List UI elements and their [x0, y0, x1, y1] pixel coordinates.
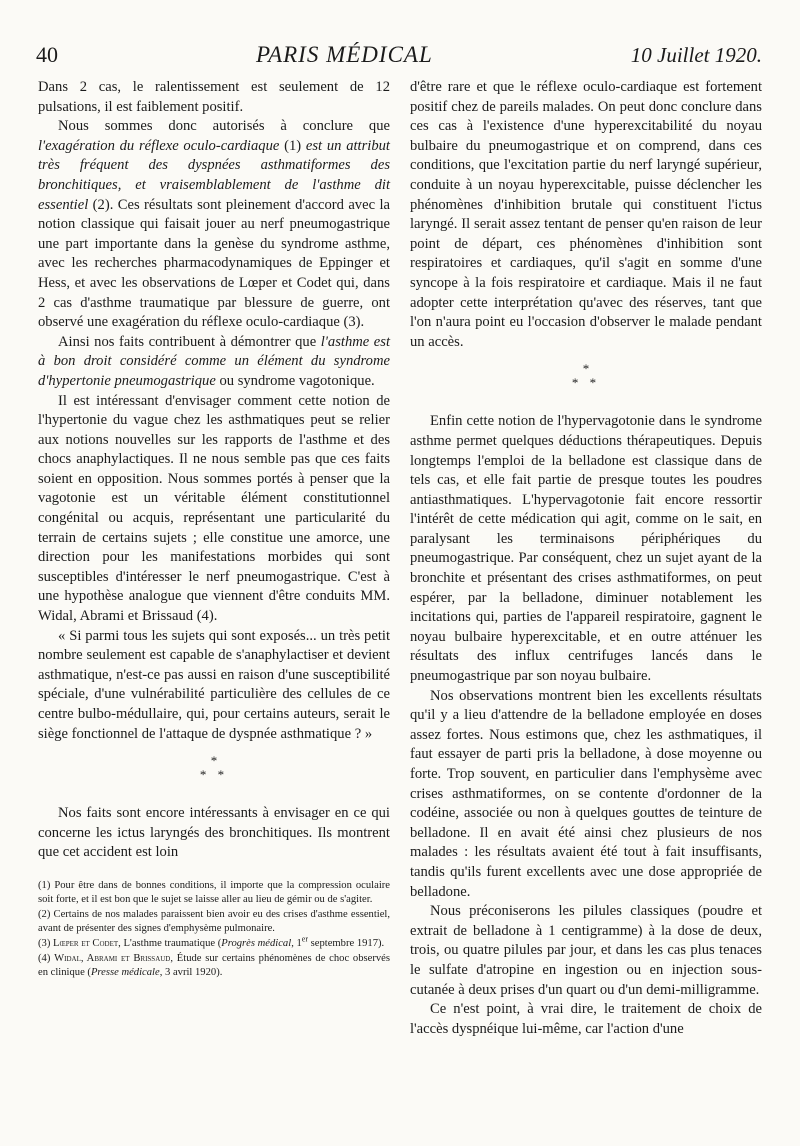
paragraph: Nos observations montrent bien les excellents résultats qu'il y a lieu d'attendre de la belladone employée en doses assez fortes. Nous estimons que, chez les asthmatiques, il faut essayer de parti pris la belladone, à dose moyenne ou forte. Trop souvent, en particulier dans l'emphysème avec crises asthmatiformes, on se contente d'ordonner de la codéine, associée ou non à quelques gouttes de teinture de belladone. Il en avait été ainsi chez plusieurs de nos malades : les résultats avaient été tout à fait insuffisants, tandis qu'ils furent excellents avec une dose appropriée de belladone. — [410, 687, 762, 900]
paragraph: Nous préconiserons les pilules classiques (poudre et extrait de belladone à 1 centigramme) à la dose de deux, trois, ou quatre pilules par jour, et dans les cas plus tenaces le sulfate d'atropine en ingestion ou en injection sous-cutanée à deux prises d'un quart ou d'un demi-milligramme. — [410, 903, 762, 998]
paragraph: Nos faits sont encore intéressants à envisager en ce qui concerne les ictus laryngés des bronchitiques. Ils montrent que cet accident est loin — [38, 805, 390, 861]
paragraph: Ainsi nos faits contribuent à démontrer que l'asthme est à bon droit considéré comme un élément du syndrome d'hypertonie pneumogastrique ou syndrome vagotonique. — [38, 333, 390, 389]
footnote: (4) Widal, Abrami et Brissaud, Étude sur certains phénomènes de choc observés en clinique (Presse médicale, 3 avril 1920). — [38, 952, 390, 978]
asterism-bottom: * * — [571, 375, 601, 391]
emphasis: est un attribut très fréquent des dyspnées asthmatiformes des bronchitiques, et vraisemblablement de l'asthme dit essentiel — [38, 137, 390, 213]
footnote: (1) Pour être dans de bonnes conditions, il importe que la compression oculaire soit forte, et il est bon que le sujet se laisse aller au lieu de gémir ou de s'agiter. — [38, 879, 390, 905]
footnote-authors: Widal, Abrami et Brissaud — [54, 952, 171, 964]
quotation-paragraph: « Si parmi tous les sujets qui sont exposés... un très petit nombre seulement est capable de s'anaphylactiser et devient asthmatique, n'est-ce pas aussi en raison d'une susceptibilité spéciale, d'une vulnérabilité particulière des cellules de ce centre bulbo-médullaire, qui, pour certains auteurs, serait le siège fonctionnel de l'attaque de dyspnée asthmatique ? » — [38, 627, 390, 742]
footnote-journal: Presse médicale — [90, 966, 160, 978]
paragraph: Ce n'est point, à vrai dire, le traitement de choix de l'accès dyspnéique lui-même, car l'action d'une — [410, 1001, 762, 1037]
footnote: (2) Certains de nos malades paraissent bien avoir eu des crises d'asthme essentiel, avant de présenter des signes d'emphysème pulmonaire. — [38, 908, 390, 934]
right-column — [410, 78, 762, 1039]
paragraph: Nous sommes donc autorisés à conclure que l'exagération du réflexe oculo-cardiaque (1) est un attribut très fréquent des dyspnées asthmatiformes des bronchitiques, et vraisemblablement de l'asthme dit essentiel (2). Ces résultats sont pleinement d'accord avec la notion classique qui faisait jouer au nerf pneumogastrique une part importante dans la genèse du syndrome asthme, avec les recherches pharmacodynamiques de Eppinger et Hess, et avec les observations de Lœper et Codet qui, dans 2 cas d'asthme traumatique par blessure de guerre, ont observé une exagération du réflexe oculo-cardiaque (3). — [38, 118, 390, 331]
section-separator — [38, 754, 390, 782]
asterism-top: * — [210, 753, 218, 769]
paragraph: Il est intéressant d'envisager comment cette notion de l'hypertonie du vague chez les asthmatiques peut se relier aux notions nouvelles sur les rapports de l'asthme et des chocs anaphylactiques. Il ne nous semble pas que ces faits soient en opposition. Nous sommes portés à penser que la vagotonie est un véritable élément constitutionnel congénital ou acquis, représentant une particularité du terrain de certains sujets ; elle constitue une amorce, une direction pour les manifestations morbides qui sont susceptibles d'intéresser le nerf pneumogastrique. C'est à une hypothèse analogue que viennent d'être conduits MM. Widal, Abrami et Brissaud (4). — [38, 392, 390, 625]
emphasis: l'asthme est à bon droit considéré comme un élément du syndrome d'hypertonie pneumogastrique — [38, 333, 390, 389]
issue-date: 10 Juillet 1920. — [630, 43, 762, 67]
asterism-top: * — [582, 361, 590, 377]
footnote-authors: Lœper et Codet — [53, 937, 119, 949]
paragraph: d'être rare et que le réflexe oculo-cardiaque est fortement positif chez de pareils malades. On peut donc conclure dans ces cas à l'existence d'une hyperexcitabilité du noyau bulbaire du pneumogastrique et on comprend, dans ces conditions, que l'excitation partie du nerf laryngé supérieur, conduite à un noyau hyperexcitable, puisse déclencher les phénomènes d'inhibition brutale qui constituent l'ictus laryngé. Il serait assez tentant de penser qu'en raison de leur point de départ, ces phénomènes d'inhibition sont respiratoires et cardiaques, qu'il s'agit en somme d'une syncope à la fois respiratoire et cardiaque. Mais il ne faut adopter cette interprétation qu'avec des réserves, tant que l'on n'aura point eu l'occasion d'observer le malade pendant un accès. — [410, 79, 762, 350]
journal-title: PARIS MÉDICAL — [256, 42, 433, 67]
emphasis: l'exagération du réflexe oculo-cardiaque — [38, 137, 280, 154]
left-column — [38, 78, 390, 981]
page-number: 40 — [36, 42, 58, 67]
paragraph: Enfin cette notion de l'hypervagotonie dans le syndrome asthme permet quelques déductions thérapeutiques. Depuis longtemps l'emploi de la belladone est classique dans de tels cas, et elle fait partie de presque toutes les poudres antiasthmatiques. L'hypervagotonie fait encore ressortir l'intérêt de cette médication qui agit, comme on le sait, en paralysant les terminaisons périphériques du pneumogastrique. Par conséquent, chez un sujet ayant de la bronchite et présentant des crises asthmatiformes, on peut espérer, par la belladone, diminuer notablement les incitations qui, parties de l'appareil respiratoire, gagnent le noyau bulbaire hyperexcitable, et en outre atténuer les résultats des influx centrifuges lancés dans le pneumogastrique par son noyau bulbaire. — [410, 413, 762, 685]
asterism-bottom: * * — [199, 767, 229, 783]
footnote: (3) Lœper et Codet, L'asthme traumatique (Progrès médical, 1er septembre 1917). — [38, 934, 385, 949]
running-header — [36, 42, 762, 72]
paragraph: Dans 2 cas, le ralentissement est seulement de 12 pulsations, il est faiblement positif. — [38, 79, 390, 115]
footnotes — [38, 879, 390, 980]
footnote-journal: Progrès médical — [221, 937, 292, 949]
section-separator — [410, 362, 762, 390]
